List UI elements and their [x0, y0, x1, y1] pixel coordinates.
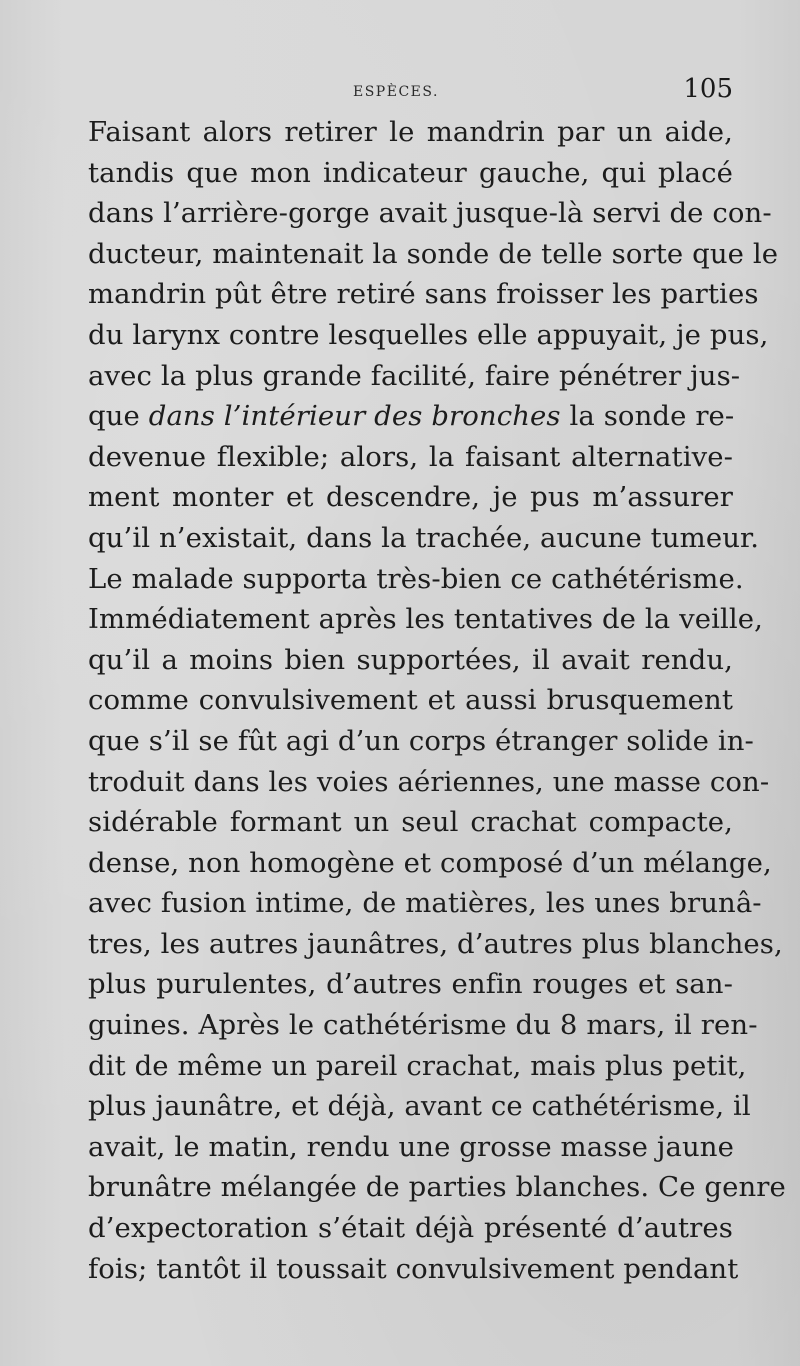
page-number: 105 [683, 74, 733, 104]
text-line: dense, non homogène et composé d’un mélange, [88, 846, 772, 879]
text-line: Immédiatement après les tentatives de la veille, [88, 603, 764, 636]
text-line: tandis que mon indicateur gauche, qui placé [88, 156, 733, 189]
text-line: sidérable formant un seul crachat compacte, [88, 806, 733, 839]
text-line: mandrin pût être retiré sans froisser les parties [88, 278, 759, 311]
text-line: fois; tantôt il toussait convulsivement pendant [88, 1252, 739, 1285]
text-line: avec la plus grande facilité, faire pénétrer jus- [88, 359, 741, 392]
text-line: comme convulsivement et aussi brusquement [88, 684, 733, 717]
text-line: dans l’arrière-gorge avait jusque-là servi de con- [88, 197, 772, 230]
text-line: guines. Après le cathétérisme du 8 mars, il ren- [88, 1009, 758, 1042]
text-line: dit de même un pareil crachat, mais plus petit, [88, 1049, 747, 1082]
text-line: qu’il a moins bien supportées, il avait rendu, [88, 643, 733, 676]
text-line: plus purulentes, d’autres enfin rouges et san- [88, 968, 733, 1001]
body-text [88, 112, 786, 1289]
text-line: brunâtre mélangée de parties blanches. Ce genre [88, 1171, 786, 1204]
text-line: plus jaunâtre, et déjà, avant ce cathétérisme, il [88, 1090, 751, 1123]
text-line: avec fusion intime, de matières, les unes brunâ- [88, 887, 762, 920]
running-head: ESPÈCES. [353, 84, 439, 100]
text-line: troduit dans les voies aériennes, une masse con- [88, 765, 770, 798]
page-header [88, 74, 733, 110]
text-line: d’expectoration s’était déjà présenté d’autres [88, 1212, 733, 1245]
text-line: Le malade supporta très-bien ce cathétérisme. [88, 562, 744, 595]
text-run: que [88, 400, 149, 433]
italic-phrase: dans l’intérieur des bronches [148, 400, 561, 433]
text-line: devenue flexible; alors, la faisant alternative- [88, 440, 733, 473]
text-line-with-italic [88, 396, 733, 437]
text-line: ment monter et descendre, je pus m’assurer [88, 481, 733, 514]
text-line: ducteur, maintenait la sonde de telle sorte que le [88, 237, 779, 270]
text-line: avait, le matin, rendu une grosse masse jaune [88, 1130, 734, 1163]
text-line: qu’il n’existait, dans la trachée, aucune tumeur. [88, 521, 760, 554]
text-line: que s’il se fût agi d’un corps étranger solide in- [88, 724, 754, 757]
text-line: du larynx contre lesquelles elle appuyait, je pus, [88, 318, 769, 351]
text-run: la sonde re- [560, 400, 735, 433]
text-line: Faisant alors retirer le mandrin par un aide, [88, 116, 733, 148]
text-line: tres, les autres jaunâtres, d’autres plus blanches, [88, 927, 783, 960]
